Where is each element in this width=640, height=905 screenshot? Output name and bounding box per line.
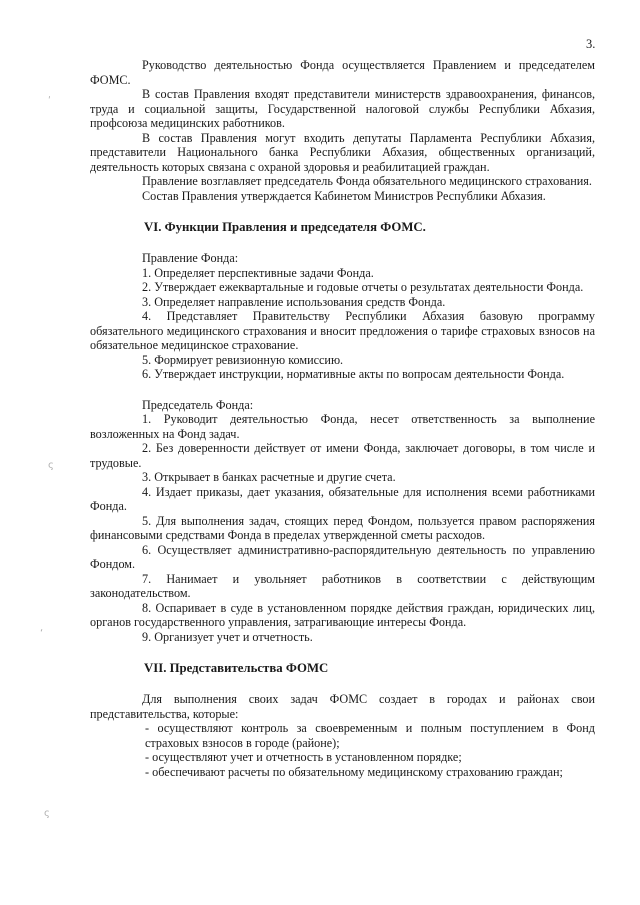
list-item: 3. Открывает в банках расчетные и другие счета. xyxy=(142,470,396,484)
list-item: 1. Определяет перспективные задачи Фонда. xyxy=(142,265,374,280)
margin-scan-mark: ʹ xyxy=(48,96,51,107)
list-item: 7. Нанимает и увольняет работников в соответствии с действующим законодательством. xyxy=(90,571,595,600)
list-item: - обеспечивают расчеты по обязательному медицинскому страхованию граждан; xyxy=(145,764,563,779)
margin-scan-mark: ς xyxy=(48,460,54,471)
paragraph: В состав Правления входят представители министерств здравоохранения, финансов, труда и социальной защиты, Государственной налоговой службы Республики Абхазия, профсоюза медицинских работников. xyxy=(90,87,595,130)
list-item: 1. Руководит деятельностью Фонда, несет ответственность за выполнение возложенных на Фонд задач. xyxy=(90,412,595,441)
paragraph: Для выполнения своих задач ФОМС создает в городах и районах свои представительства, которые: xyxy=(90,692,595,721)
list-item: 9. Организует учет и отчетность. xyxy=(142,629,313,644)
page-number: 3. xyxy=(586,37,596,51)
chair-intro: Председатель Фонда: xyxy=(142,397,254,412)
paragraph: Руководство деятельностью Фонда осуществляется Правлением и председателем ФОМС. xyxy=(90,58,595,87)
list-item: 3. Определяет направление использования средств Фонда. xyxy=(142,294,446,309)
paragraph: В состав Правления могут входить депутаты Парламента Республики Абхазия, представители Национального банка Республики Абхазия, общественных организаций, деятельность которых связана с охраной здоровья и реабилитацией граждан. xyxy=(90,130,595,174)
list-item: 4. Представляет Правительству Республики Абхазия базовую программу обязательного медицинского страхования и вносит предложения о тарифе страховых взносов на обязательное медицинское страхование. xyxy=(90,309,595,352)
list-item: 2. Без доверенности действует от имени Фонда, заключает договоры, в том числе и трудовые. xyxy=(90,441,595,470)
list-item: - осуществляют учет и отчетность в установленном порядке; xyxy=(145,750,462,764)
list-item: 4. Издает приказы, дает указания, обязательные для исполнения всеми работниками Фонда. xyxy=(90,484,595,513)
board-intro: Правление Фонда: xyxy=(142,251,239,265)
list-item: 6. Утверждает инструкции, нормативные акты по вопросам деятельности Фонда. xyxy=(142,367,565,381)
list-item: 5. Формирует ревизионную комиссию. xyxy=(142,352,344,367)
list-item: 5. Для выполнения задач, стоящих перед Фондом, пользуется правом распоряжения финансовыми средствами Фонда в пределах утвержденной сметы расходов. xyxy=(90,513,595,542)
section-heading-7: VII. Представительства ФОМС xyxy=(144,661,329,675)
list-item: 6. Осуществляет административно-распорядительную деятельность по управлению Фондом. xyxy=(90,542,595,571)
list-item: 2. Утверждает ежеквартальные и годовые отчеты о результатах деятельности Фонда. xyxy=(142,280,584,294)
margin-scan-mark: ‘ xyxy=(40,628,44,639)
list-item: 8. Оспаривает в суде в установленном порядке действия граждан, юридических лиц, органов государственного управления, затрагивающие интересы Фонда. xyxy=(90,600,595,629)
list-item: - осуществляют контроль за своевременным и полным поступлением в Фонд страховых взносов в городе (районе); xyxy=(145,721,595,750)
paragraph: Состав Правления утверждается Кабинетом Министров Республики Абхазия. xyxy=(142,188,546,203)
margin-scan-mark: ς xyxy=(44,808,50,819)
section-heading-6: VI. Функции Правления и председателя ФОМС. xyxy=(144,220,426,234)
paragraph: Правление возглавляет председатель Фонда обязательного медицинского страхования. xyxy=(142,174,592,188)
document-body xyxy=(90,58,595,779)
